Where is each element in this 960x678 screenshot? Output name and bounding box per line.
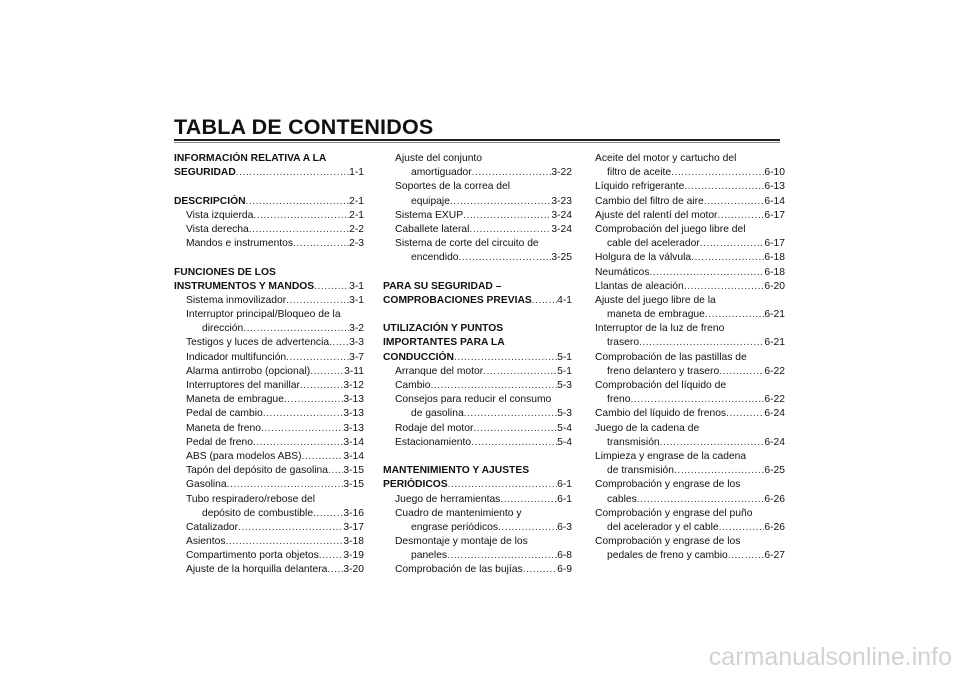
dot-leader	[448, 478, 557, 492]
toc-page-number: 3-15	[343, 465, 364, 477]
toc-page-number: 4-1	[557, 294, 572, 306]
dot-leader	[284, 393, 344, 407]
toc-entry[interactable]	[595, 166, 785, 180]
toc-entry[interactable]	[174, 407, 364, 421]
toc-entry-title: Desmontaje y montaje de los	[395, 536, 528, 548]
toc-entry-title: cables	[607, 493, 637, 505]
toc-entry[interactable]	[383, 563, 572, 577]
toc-entry[interactable]	[595, 180, 785, 194]
toc-entry	[595, 450, 785, 464]
toc-section	[383, 322, 572, 336]
toc-entry[interactable]	[383, 209, 572, 223]
dot-leader	[459, 251, 552, 265]
toc-entry[interactable]	[174, 223, 364, 237]
toc-entry[interactable]	[174, 365, 364, 379]
toc-entry-title: COMPROBACIONES PREVIAS	[383, 294, 532, 306]
toc-entry	[383, 237, 572, 251]
toc-entry-title: amortiguador	[411, 167, 472, 179]
dot-leader	[450, 195, 551, 209]
toc-entry-title: IMPORTANTES PARA LA	[383, 337, 505, 349]
toc-entry-title: Ajuste del ralentí del motor	[595, 209, 718, 221]
toc-page-number: 5-1	[557, 351, 572, 363]
toc-page-number: 2-2	[349, 223, 364, 235]
toc-entry-title: Alarma antirrobo (opcional)	[186, 365, 311, 377]
toc-entry-title: Comprobación del líquido de	[595, 380, 727, 391]
toc-entry[interactable]	[174, 478, 364, 492]
toc-entry-title: Testigos y luces de advertencia	[186, 337, 330, 349]
toc-entry[interactable]	[383, 365, 572, 379]
dot-leader	[483, 365, 557, 379]
toc-entry[interactable]	[174, 464, 364, 478]
toc-entry[interactable]	[383, 493, 572, 507]
toc-page-number: 6-18	[764, 252, 785, 264]
toc-page-number: 5-3	[557, 408, 572, 420]
dot-leader	[719, 521, 765, 535]
toc-entry-title: Cuadro de mantenimiento y	[395, 507, 522, 519]
toc-page-number: 6-13	[764, 181, 785, 193]
toc-entry[interactable]	[595, 195, 785, 209]
toc-entry-title: Comprobación de las pastillas de	[595, 351, 747, 363]
toc-section[interactable]	[174, 166, 364, 180]
toc-entry	[595, 294, 785, 308]
dot-leader	[660, 436, 765, 450]
toc-entry-title: freno	[607, 394, 631, 406]
dot-leader	[500, 493, 557, 507]
toc-page-number: 1-1	[349, 167, 364, 179]
toc-entry	[174, 308, 364, 322]
toc-entry	[174, 493, 364, 507]
toc-entry[interactable]	[595, 336, 785, 350]
toc-entry	[595, 507, 785, 521]
toc-spacer	[174, 251, 364, 265]
dot-leader	[286, 294, 349, 308]
toc-entry[interactable]	[383, 422, 572, 436]
toc-entry-title: del acelerador y el cable	[607, 521, 719, 533]
toc-entry-title: Llantas de aleación	[595, 280, 684, 292]
dot-leader	[471, 436, 557, 450]
dot-leader	[498, 521, 557, 535]
toc-entry-title: ABS (para modelos ABS)	[186, 450, 302, 462]
dot-leader	[726, 407, 764, 421]
toc-spacer	[174, 180, 364, 194]
page-title: TABLA DE CONTENIDOS	[174, 115, 434, 139]
dot-leader	[464, 407, 557, 421]
dot-leader	[430, 379, 557, 393]
toc-entry[interactable]	[174, 507, 364, 521]
dot-leader	[327, 563, 343, 577]
toc-page-number: 6-1	[557, 493, 572, 505]
toc-page-number: 2-3	[349, 238, 364, 250]
toc-section	[174, 266, 364, 280]
toc-entry[interactable]	[174, 549, 364, 563]
dot-leader	[293, 237, 349, 251]
toc-entry-title: Asientos	[186, 536, 226, 548]
dot-leader	[246, 195, 350, 209]
toc-entry[interactable]	[595, 365, 785, 379]
toc-entry-title: Cambio del filtro de aire	[595, 195, 704, 207]
toc-entry-title: de transmisión	[607, 465, 674, 477]
dot-leader	[700, 237, 765, 251]
toc-entry-title: Comprobación y engrase de los	[595, 479, 741, 491]
dot-leader	[472, 166, 552, 180]
toc-page-number: 3-25	[551, 252, 572, 264]
toc-entry-title: Sistema EXUP	[395, 209, 464, 221]
toc-section[interactable]	[174, 195, 364, 209]
dot-leader	[674, 464, 764, 478]
toc-section[interactable]	[383, 478, 572, 492]
dot-leader	[310, 365, 344, 379]
dot-leader	[719, 365, 764, 379]
toc-entry-title: Ajuste del conjunto	[395, 153, 483, 164]
toc-entry-title: dirección	[202, 323, 244, 335]
toc-entry-title: cable del acelerador	[607, 238, 700, 250]
toc-page-number: 6-27	[764, 550, 785, 562]
toc-page-number: 6-25	[764, 465, 785, 477]
toc-entry-title: UTILIZACIÓN Y PUNTOS	[383, 323, 504, 335]
toc-page-number: 2-1	[349, 195, 364, 207]
toc-entry-title: depósito de combustible	[202, 507, 314, 519]
toc-entry-title: Interruptores del manillar	[186, 380, 300, 391]
toc-entry[interactable]	[174, 563, 364, 577]
dot-leader	[261, 422, 343, 436]
toc-entry[interactable]	[595, 436, 785, 450]
toc-entry-title: de gasolina	[411, 408, 464, 420]
toc-entry-title: INFORMACIÓN RELATIVA A LA	[174, 153, 327, 164]
dot-leader	[238, 521, 343, 535]
toc-entry-title: trasero	[607, 337, 640, 349]
toc-entry[interactable]	[174, 521, 364, 535]
toc-spacer	[383, 266, 572, 280]
toc-entry-title: Mandos e instrumentos	[186, 238, 294, 250]
toc-page-number: 3-13	[343, 408, 364, 420]
toc-page-number: 3-24	[551, 209, 572, 221]
toc-section[interactable]	[174, 280, 364, 294]
toc-page-number: 6-14	[764, 195, 785, 207]
toc-entry-title: Comprobación y engrase de los	[595, 536, 741, 548]
toc-entry-title: Vista izquierda	[186, 209, 254, 221]
toc-page-number: 6-9	[557, 564, 572, 576]
toc-entry-title: Neumáticos	[595, 266, 650, 278]
toc-page-number: 6-22	[764, 394, 785, 406]
dot-leader	[447, 549, 557, 563]
toc-page-number: 6-3	[557, 521, 572, 533]
dot-leader	[249, 223, 349, 237]
toc-entry-title: pedales de freno y cambio	[607, 550, 728, 562]
toc-entry-title: Ajuste del juego libre de la	[595, 294, 716, 306]
dot-leader	[226, 535, 344, 549]
toc-entry	[383, 535, 572, 549]
toc-page-number: 3-7	[349, 351, 364, 363]
toc-entry[interactable]	[174, 422, 364, 436]
dot-leader	[319, 549, 344, 563]
toc-entry-title: encendido	[411, 252, 459, 264]
toc-entry[interactable]	[383, 223, 572, 237]
toc-spacer	[383, 450, 572, 464]
toc-entry-title: equipaje	[411, 195, 450, 207]
toc-page-number: 6-21	[764, 337, 785, 349]
toc-entry[interactable]	[595, 308, 785, 322]
toc-entry-title: Compartimento porta objetos	[186, 550, 319, 562]
toc-entry-title: PARA SU SEGURIDAD –	[383, 280, 502, 292]
toc-entry	[595, 152, 785, 166]
toc-entry[interactable]	[595, 280, 785, 294]
toc-entry[interactable]	[595, 266, 785, 280]
toc-entry[interactable]	[595, 209, 785, 223]
dot-leader	[637, 493, 765, 507]
toc-entry[interactable]	[383, 521, 572, 535]
toc-entry	[595, 535, 785, 549]
toc-page-number: 6-10	[764, 167, 785, 179]
dot-leader	[227, 478, 344, 492]
toc-entry-title: Caballete lateral	[395, 223, 470, 235]
toc-page-number: 3-13	[343, 394, 364, 406]
toc-page-number: 5-4	[557, 422, 572, 434]
toc-page-number: 6-24	[764, 408, 785, 420]
toc-column-3	[595, 152, 785, 563]
toc-entry-title: Tapón del depósito de gasolina	[186, 465, 328, 477]
toc-entry-title: Interruptor de la luz de freno	[595, 323, 725, 335]
dot-leader	[691, 251, 764, 265]
toc-section	[174, 152, 364, 166]
toc-page-number: 3-14	[343, 436, 364, 448]
toc-page-number: 6-22	[764, 365, 785, 377]
toc-entry-title: Comprobación y engrase del puño	[595, 507, 753, 519]
toc-entry[interactable]	[174, 436, 364, 450]
toc-entry[interactable]	[595, 521, 785, 535]
dot-leader	[639, 336, 764, 350]
toc-entry	[595, 351, 785, 365]
toc-page-number: 6-24	[764, 436, 785, 448]
toc-entry	[383, 393, 572, 407]
toc-page-number: 6-26	[764, 493, 785, 505]
toc-entry[interactable]	[174, 322, 364, 336]
toc-page-number: 5-3	[557, 380, 572, 391]
toc-page-number: 3-14	[343, 450, 364, 462]
dot-leader	[328, 464, 343, 478]
toc-page-number: 3-19	[343, 550, 364, 562]
toc-page-number: 3-3	[349, 337, 364, 349]
toc-page-number: 3-18	[343, 536, 364, 548]
toc-entry[interactable]	[595, 493, 785, 507]
toc-entry-title: Tubo respiradero/rebose del	[186, 493, 315, 505]
dot-leader	[473, 422, 557, 436]
toc-page-number: 3-13	[343, 422, 364, 434]
toc-entry-title: Juego de la cadena de	[595, 422, 700, 434]
toc-entry-title: Sistema de corte del circuito de	[395, 238, 539, 250]
toc-entry-title: Comprobación del juego libre del	[595, 223, 746, 235]
toc-entry-title: paneles	[411, 550, 448, 562]
toc-page-number: 2-1	[349, 209, 364, 221]
toc-section	[383, 464, 572, 478]
dot-leader	[469, 223, 551, 237]
toc-entry[interactable]	[383, 251, 572, 265]
toc-entry-title: Cambio del líquido de frenos	[595, 408, 727, 420]
toc-entry[interactable]	[174, 237, 364, 251]
toc-section	[383, 336, 572, 350]
toc-page-number: 3-24	[551, 223, 572, 235]
toc-page-number: 3-1	[349, 294, 364, 306]
toc-page-number: 3-22	[551, 167, 572, 179]
toc-entry-title: maneta de embrague	[607, 309, 705, 321]
toc-entry[interactable]	[174, 294, 364, 308]
toc-entry-title: Vista derecha	[186, 223, 249, 235]
dot-leader	[728, 549, 765, 563]
toc-entry	[383, 507, 572, 521]
toc-entry-title: Ajuste de la horquilla delantera	[186, 564, 328, 576]
toc-entry-title: Consejos para reducir el consumo	[395, 394, 552, 406]
toc-page-number: 6-21	[764, 309, 785, 321]
dot-leader	[630, 393, 764, 407]
dot-leader	[313, 507, 343, 521]
dot-leader	[671, 166, 764, 180]
toc-entry[interactable]	[383, 379, 572, 393]
toc-entry-title: Gasolina	[186, 479, 227, 491]
toc-entry	[595, 379, 785, 393]
toc-spacer	[383, 308, 572, 322]
toc-entry[interactable]	[174, 209, 364, 223]
toc-entry[interactable]	[595, 251, 785, 265]
dot-leader	[329, 336, 349, 350]
toc-entry[interactable]	[595, 407, 785, 421]
toc-page-number: 5-1	[557, 365, 572, 377]
toc-entry-title: freno delantero y trasero	[607, 365, 720, 377]
title-rule-secondary	[174, 142, 780, 143]
toc-entry[interactable]	[383, 195, 572, 209]
toc-page-number: 6-18	[764, 266, 785, 278]
toc-entry	[595, 422, 785, 436]
dot-leader	[717, 209, 764, 223]
dot-leader	[236, 166, 349, 180]
toc-entry-title: Aceite del motor y cartucho del	[595, 153, 737, 164]
toc-entry	[383, 180, 572, 194]
toc-page-number: 3-20	[343, 564, 364, 576]
toc-entry-title: FUNCIONES DE LOS	[174, 266, 276, 278]
dot-leader	[704, 195, 765, 209]
toc-entry[interactable]	[595, 393, 785, 407]
dot-leader	[314, 280, 349, 294]
toc-entry-title: transmisión	[607, 436, 660, 448]
dot-leader	[454, 351, 557, 365]
toc-entry-title: Líquido refrigerante	[595, 181, 685, 193]
dot-leader	[263, 407, 344, 421]
watermark: carmanualsonline.info	[708, 643, 952, 671]
toc-entry[interactable]	[595, 549, 785, 563]
toc-column-1	[174, 152, 364, 578]
toc-page-number: 6-1	[557, 479, 572, 491]
toc-entry-title: Limpieza y engrase de la cadena	[595, 450, 747, 462]
toc-entry-title: Arranque del motor	[395, 365, 484, 377]
toc-page-number: 6-26	[764, 521, 785, 533]
toc-entry-title: Maneta de freno	[186, 422, 261, 434]
toc-section[interactable]	[383, 294, 572, 308]
toc-entry[interactable]	[383, 436, 572, 450]
toc-entry-title: Juego de herramientas	[395, 493, 501, 505]
toc-entry-title: Rodaje del motor	[395, 422, 474, 434]
toc-entry-title: Sistema inmovilizador	[186, 294, 287, 306]
toc-page-number: 3-11	[344, 365, 364, 377]
toc-entry[interactable]	[174, 336, 364, 350]
toc-entry-title: Holgura de la válvula	[595, 252, 692, 264]
toc-entry[interactable]	[383, 549, 572, 563]
toc-entry[interactable]	[174, 393, 364, 407]
dot-leader	[705, 308, 765, 322]
toc-entry-title: Pedal de cambio	[186, 408, 263, 420]
toc-entry	[383, 152, 572, 166]
toc-entry-title: MANTENIMIENTO Y AJUSTES	[383, 465, 530, 477]
dot-leader	[300, 379, 344, 393]
toc-page-number: 6-8	[557, 550, 572, 562]
toc-section	[383, 280, 572, 294]
toc-entry-title: Catalizador	[186, 521, 239, 533]
toc-page-number: 3-15	[343, 479, 364, 491]
toc-page-number: 3-17	[343, 521, 364, 533]
toc-entry[interactable]	[174, 450, 364, 464]
toc-entry[interactable]	[174, 535, 364, 549]
dot-leader	[532, 294, 557, 308]
dot-leader	[684, 180, 764, 194]
toc-entry-title: filtro de aceite	[607, 167, 672, 179]
toc-page-number: 3-12	[343, 380, 364, 391]
toc-page-number: 6-17	[764, 238, 785, 250]
toc-entry-title: CONDUCCIÓN	[383, 351, 454, 363]
toc-entry	[595, 223, 785, 237]
title-rule	[174, 139, 780, 141]
dot-leader	[243, 322, 349, 336]
dot-leader	[253, 436, 343, 450]
toc-entry	[595, 322, 785, 336]
toc-page-number: 5-4	[557, 436, 572, 448]
dot-leader	[302, 450, 344, 464]
toc-entry-title: Cambio	[395, 380, 431, 391]
toc-page-number: 3-1	[349, 280, 364, 292]
toc-entry-title: SEGURIDAD	[174, 167, 236, 179]
toc-page-number: 3-23	[551, 195, 572, 207]
toc-entry-title: Soportes de la correa del	[395, 181, 511, 193]
toc-entry-title: Indicador multifunción	[186, 351, 287, 363]
toc-entry-title: PERIÓDICOS	[383, 479, 448, 491]
dot-leader	[684, 280, 765, 294]
toc-page-number: 6-20	[764, 280, 785, 292]
toc-entry-title: Pedal de freno	[186, 436, 253, 448]
toc-entry[interactable]	[383, 407, 572, 421]
toc-entry[interactable]	[595, 237, 785, 251]
toc-page-number: 3-2	[349, 323, 364, 335]
dot-leader	[523, 563, 557, 577]
toc-entry[interactable]	[383, 166, 572, 180]
toc-entry-title: DESCRIPCIÓN	[174, 195, 246, 207]
toc-column-2	[383, 152, 572, 578]
toc-entry-title: Estacionamiento	[395, 436, 472, 448]
toc-entry-title: INSTRUMENTOS Y MANDOS	[174, 280, 315, 292]
toc-entry-title: Interruptor principal/Bloqueo de la	[186, 309, 341, 321]
toc-section[interactable]	[383, 351, 572, 365]
toc-entry-title: Comprobación de las bujías	[395, 564, 523, 576]
toc-entry-title: Maneta de embrague	[186, 394, 284, 406]
toc-page-number: 3-16	[343, 507, 364, 519]
toc-entry	[595, 478, 785, 492]
toc-entry-title: engrase periódicos	[411, 521, 499, 533]
dot-leader	[463, 209, 551, 223]
toc-entry[interactable]	[174, 379, 364, 393]
toc-entry[interactable]	[595, 464, 785, 478]
dot-leader	[649, 266, 764, 280]
dot-leader	[286, 351, 349, 365]
dot-leader	[253, 209, 349, 223]
toc-entry[interactable]	[174, 351, 364, 365]
toc-page-number: 6-17	[764, 209, 785, 221]
